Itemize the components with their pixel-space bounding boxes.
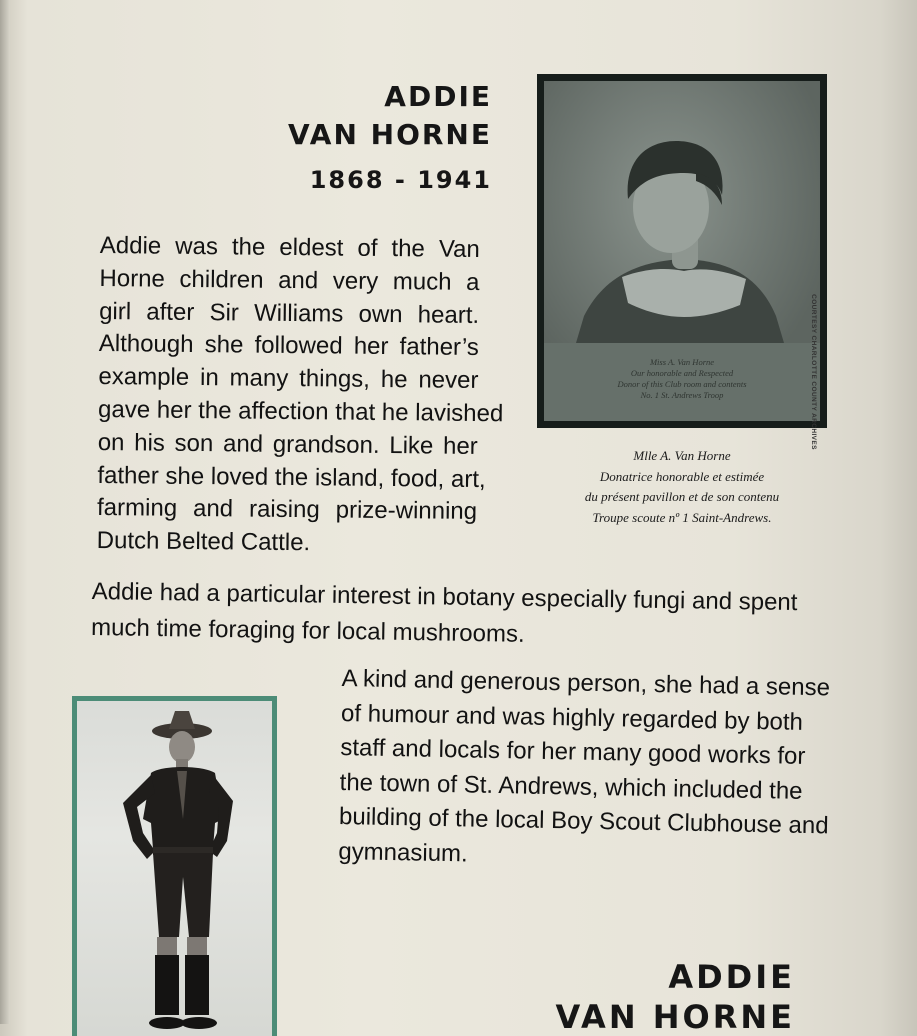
paragraph-line: staff and locals for her many good works for xyxy=(340,733,806,770)
photo-credit: COURTESY CHARLOTTE COUNTY ARCHIVES xyxy=(810,294,817,450)
heading-last-name: VAN HORNE xyxy=(288,118,492,151)
plaque-line: No. 1 St. Andrews Troop xyxy=(640,390,724,400)
paragraph-line: building of the local Boy Scout Clubhouse and xyxy=(338,802,829,840)
portrait-photo xyxy=(544,81,820,421)
paragraph-line: farming and raising prize-winning xyxy=(96,494,478,526)
panel-edge xyxy=(0,0,10,1024)
paragraph-line: Addie was the eldest of the Van xyxy=(99,231,480,263)
paragraph-line: girl after Sir Williams own heart. xyxy=(99,297,480,329)
paragraph-line: on his son and grandson. Like her xyxy=(97,428,478,460)
paragraph-line: the town of St. Andrews, which included the xyxy=(339,768,803,805)
biography-paragraph-3 xyxy=(338,662,831,878)
heading-first-name: ADDIE xyxy=(384,80,492,113)
biography-paragraph-1 xyxy=(96,230,504,562)
paragraph-line: Horne children and very much a xyxy=(99,264,480,296)
biography-paragraph-2 xyxy=(90,574,798,657)
paragraph-line: of humour and was highly regarded by both xyxy=(340,699,804,736)
paragraph-line: A kind and generous person, she had a sense xyxy=(341,664,831,702)
scout-photo-frame xyxy=(72,696,277,1036)
portrait-photo-frame xyxy=(537,74,827,428)
plaque-inscription xyxy=(544,357,820,401)
plaque-line: Donor of this Club room and contents xyxy=(617,379,747,389)
heading-years: 1868 - 1941 xyxy=(309,166,492,194)
caption-line: Donatrice honorable et estimée xyxy=(599,468,765,484)
boy-scout-image xyxy=(77,701,272,1036)
caption-line: du présent pavillon et de son contenu xyxy=(584,489,780,504)
footer-heading-first-name: ADDIE xyxy=(668,958,795,996)
paragraph-line: much time foraging for local mushrooms. xyxy=(90,613,525,648)
paragraph-line: father she loved the island, food, art, xyxy=(97,461,486,493)
scout-photo xyxy=(77,701,272,1036)
plaque-line: Miss A. Van Horne xyxy=(649,357,715,367)
paragraph-line: example in many things, he never xyxy=(98,363,479,395)
paragraph-line: gymnasium. xyxy=(338,837,468,867)
caption-line: Troupe scoute nº 1 Saint-Andrews. xyxy=(592,509,772,525)
footer-heading-last-name: VAN HORNE xyxy=(555,998,795,1036)
paragraph-line: Dutch Belted Cattle. xyxy=(96,527,311,557)
portrait-caption xyxy=(548,446,816,528)
paragraph-line: Although she followed her father’s xyxy=(98,330,479,362)
plaque-line: Our honorable and Respected xyxy=(630,368,734,378)
caption-line: Mlle A. Van Horne xyxy=(633,448,731,463)
paragraph-line: gave her the affection that he lavished xyxy=(97,395,504,428)
paragraph-line: Addie had a particular interest in botany especially fungi and spent xyxy=(91,577,798,617)
